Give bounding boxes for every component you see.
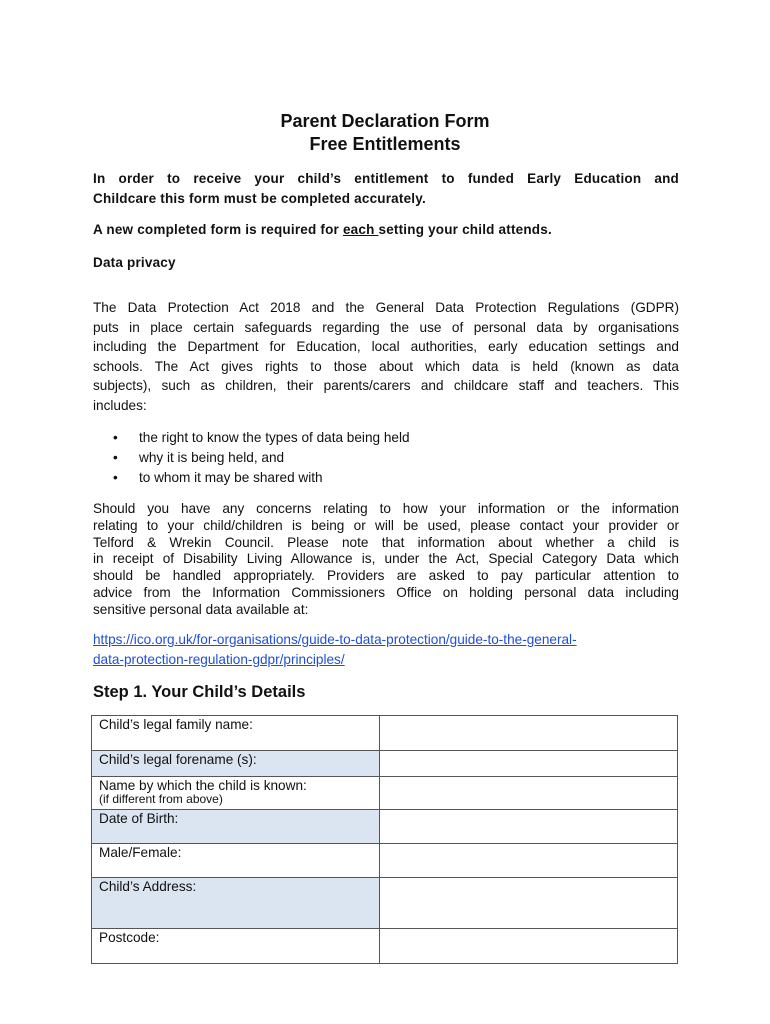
paragraph-line: in receipt of Disability Living Allowance is, under the Act, Special Category Data which (93, 551, 679, 567)
sex-field[interactable] (380, 844, 678, 878)
bullet-icon: • (113, 470, 118, 485)
table-row (92, 810, 678, 844)
table-row (92, 716, 678, 751)
concerns-paragraph (93, 501, 679, 619)
new-form-text-after: setting your child attends. (378, 222, 552, 237)
intro-statement (93, 169, 679, 209)
paragraph-line: subjects), such as children, their parents/carers and childcare staff and teachers. This (93, 378, 679, 393)
family-name-field[interactable] (380, 716, 678, 751)
list-item: • the right to know the types of data being held (113, 428, 410, 448)
field-label: Male/Female: (92, 844, 380, 878)
ico-guidance-link[interactable] (93, 630, 679, 670)
bullet-icon: • (113, 430, 118, 445)
field-label: Child’s Address: (92, 878, 380, 929)
data-privacy-heading: Data privacy (93, 255, 176, 270)
new-form-notice (93, 220, 679, 240)
paragraph-line: puts in place certain safeguards regarding the use of personal data by organisations (93, 319, 679, 335)
known-as-label: Name by which the child is known: (99, 778, 307, 793)
rights-list (113, 428, 410, 488)
paragraph-line: Telford & Wrekin Council. Please note that information about whether a child is (93, 534, 679, 550)
intro-line: In order to receive your child’s entitlement to funded Early Education and (93, 171, 679, 186)
paragraph-line: includes: (93, 397, 147, 413)
step-1-heading: Step 1. Your Child’s Details (93, 683, 306, 701)
data-privacy-paragraph (93, 298, 679, 415)
table-row (92, 751, 678, 777)
field-label: Date of Birth: (92, 810, 380, 844)
known-as-note: (if different from above) (99, 792, 223, 806)
paragraph-line: should be handled appropriately. Providers are asked to pay particular attention to (93, 568, 679, 584)
table-row (92, 929, 678, 964)
paragraph-line: relating to your child/children is being or will be used, please contact your provider or (93, 517, 679, 533)
intro-line: Childcare this form must be completed accurately. (93, 191, 426, 206)
field-label (92, 777, 380, 810)
field-label: Child’s legal family name: (92, 716, 380, 751)
new-form-text-before: A new completed form is required for (93, 222, 343, 237)
field-label: Child’s legal forename (s): (92, 751, 380, 777)
forename-field[interactable] (380, 751, 678, 777)
table-row (92, 878, 678, 929)
date-of-birth-field[interactable] (380, 810, 678, 844)
form-subtitle: Free Entitlements (309, 134, 461, 154)
child-details-table (91, 715, 678, 964)
table-row (92, 777, 678, 810)
list-item: • to whom it may be shared with (113, 468, 410, 488)
field-label: Postcode: (92, 929, 380, 964)
list-item: • why it is being held, and (113, 448, 410, 468)
form-title: Parent Declaration Form (280, 111, 490, 131)
link-line[interactable]: https://ico.org.uk/for-organisations/guide-to-data-protection/guide-to-the-general- (93, 632, 577, 647)
link-line[interactable]: data-protection-regulation-gdpr/principles/ (93, 652, 345, 667)
paragraph-line: The Data Protection Act 2018 and the General Data Protection Regulations (GDPR) (93, 300, 679, 315)
paragraph-line: including the Department for Education, local authorities, early education settings and (93, 339, 679, 354)
paragraph-line: advice from the Information Commissioners Office on holding personal data including (93, 584, 679, 600)
postcode-field[interactable] (380, 929, 678, 964)
known-as-field[interactable] (380, 777, 678, 810)
paragraph-line: Should you have any concerns relating to how your information or the information (93, 501, 679, 516)
paragraph-line: schools. The Act gives rights to those about which data is held (known as data (93, 358, 679, 374)
paragraph-line: sensitive personal data available at: (93, 601, 309, 617)
table-row (92, 844, 678, 878)
address-field[interactable] (380, 878, 678, 929)
new-form-emphasis: each (342, 222, 379, 237)
bullet-icon: • (113, 450, 118, 465)
